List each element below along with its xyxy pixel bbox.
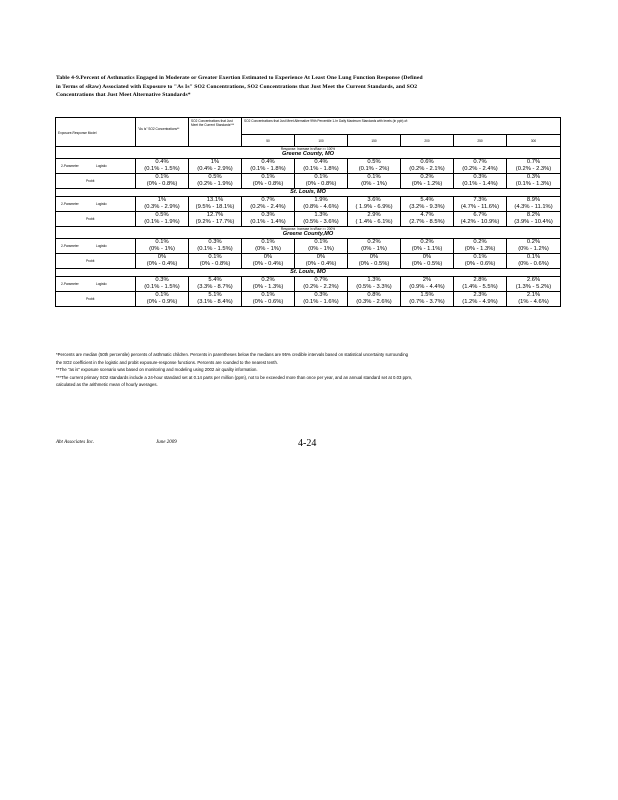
value-cell xyxy=(295,212,348,227)
credible-interval: (0% - 1.3%) xyxy=(464,246,496,252)
median-value: 0.2% xyxy=(526,239,541,246)
credible-interval: (0% - 1%) xyxy=(255,246,281,252)
table-row xyxy=(56,212,561,227)
value-cell xyxy=(295,197,348,212)
median-value: 0.7% xyxy=(526,159,541,166)
credible-interval: (0% - 1.1%) xyxy=(411,246,443,252)
median-value: 6.7% xyxy=(473,212,487,219)
credible-interval: (0.1% - 1.6%) xyxy=(303,299,339,305)
value-cell xyxy=(507,277,561,292)
credible-interval: (0% - 0.6%) xyxy=(518,261,549,267)
header-level-5: 300 xyxy=(507,135,561,147)
median-value: 0.2% xyxy=(420,239,434,246)
credible-interval: (0.2% - 2.3%) xyxy=(515,166,552,172)
value-cell xyxy=(136,277,189,292)
median-value: 0% xyxy=(316,254,326,261)
value-cell xyxy=(242,254,295,269)
header-level-1: 100 xyxy=(295,135,348,147)
credible-interval: ( 1.9% - 6.9%) xyxy=(355,204,393,210)
median-value: 13.1% xyxy=(206,197,224,204)
median-value: 3.6% xyxy=(367,197,381,204)
credible-interval: (3.1% - 8.4%) xyxy=(197,299,233,305)
value-cell xyxy=(136,159,189,174)
median-value: 1.3% xyxy=(314,212,328,219)
credible-interval: (3.3% - 8.7%) xyxy=(197,284,233,290)
value-cell xyxy=(401,197,454,212)
value-cell xyxy=(348,159,401,174)
credible-interval: (0% - 0.4%) xyxy=(252,261,284,267)
value-cell xyxy=(189,159,242,174)
credible-interval: (9.5% - 18.1%) xyxy=(195,204,235,210)
credible-interval: (0.1% - 1.4%) xyxy=(250,219,286,225)
credible-interval: (0.5% - 3.3%) xyxy=(356,284,392,290)
value-cell xyxy=(242,174,295,189)
credible-interval: (4.7% - 11.6%) xyxy=(460,204,500,210)
value-cell xyxy=(136,292,189,307)
value-cell xyxy=(348,174,401,189)
value-cell xyxy=(454,159,507,174)
value-cell xyxy=(348,212,401,227)
credible-interval: (0.1% - 1.5%) xyxy=(197,246,233,252)
median-value: 2.3% xyxy=(473,292,487,299)
table-notes xyxy=(56,351,566,389)
results-table xyxy=(55,117,561,307)
credible-interval: (0% - 0.6%) xyxy=(252,299,284,305)
response-label: Response: Increase in sRaw >= 200% xyxy=(280,227,336,231)
value-cell xyxy=(295,174,348,189)
value-cell xyxy=(348,197,401,212)
credible-interval: (0% - 0.8%) xyxy=(199,261,231,267)
table-row xyxy=(56,159,561,174)
median-value: 0.1% xyxy=(208,254,222,261)
credible-interval: (0% - 1%) xyxy=(308,246,334,252)
credible-interval: (0% - 0.5%) xyxy=(358,261,390,267)
median-value: 1% xyxy=(210,159,220,166)
value-cell xyxy=(189,174,242,189)
value-cell xyxy=(454,292,507,307)
credible-interval: (0.1% - 1.8%) xyxy=(250,166,286,172)
credible-interval: (0% - 0.9%) xyxy=(146,299,178,305)
median-value: 0.7% xyxy=(261,197,275,204)
credible-interval: (4.3% - 11.1%) xyxy=(514,204,553,210)
value-cell xyxy=(189,277,242,292)
model-type: Probit xyxy=(86,217,95,221)
credible-interval: ( 1.4% - 6.1%) xyxy=(355,219,393,225)
credible-interval: (0.1% - 1.8%) xyxy=(303,166,339,172)
value-cell xyxy=(454,197,507,212)
median-value: 1.5% xyxy=(420,292,434,299)
median-value: 0.3% xyxy=(261,212,275,219)
model-name: 2-Parameter xyxy=(61,244,79,248)
median-value: 12.7% xyxy=(206,212,224,219)
note-1-cont: the SO2 coefficient in the logistic and probit exposure-response functions. Percents are rounded to the nearest tenth. xyxy=(56,359,279,365)
credible-interval: (0.3% - 2.9%) xyxy=(144,204,180,210)
page-footer xyxy=(56,438,356,450)
model-name: 2-Parameter xyxy=(61,282,79,286)
value-cell xyxy=(454,254,507,269)
value-cell xyxy=(507,239,561,254)
median-value: 0.1% xyxy=(155,239,169,246)
header-as-is: "As Is" SO2 Concentrations** xyxy=(136,118,189,147)
median-value: 0.1% xyxy=(155,174,169,181)
row-label xyxy=(56,159,136,174)
median-value: 1% xyxy=(157,197,167,204)
note-3-cont: calculated as the arithmetic mean of hourly averages. xyxy=(56,382,158,388)
credible-interval: (0% - 0.5%) xyxy=(411,261,443,267)
median-value: 7.3% xyxy=(473,197,487,204)
value-cell xyxy=(507,159,561,174)
credible-interval: (3.2% - 9.3%) xyxy=(409,204,445,210)
value-cell xyxy=(454,212,507,227)
median-value: 0.5% xyxy=(208,174,222,181)
credible-interval: (0.2% - 2.4%) xyxy=(462,166,498,172)
page-number: 4-24 xyxy=(298,438,317,449)
value-cell xyxy=(401,174,454,189)
table-row xyxy=(56,197,561,212)
credible-interval: (0.2% - 1.9%) xyxy=(197,181,233,187)
credible-interval: (0.1% - 1.5%) xyxy=(144,166,180,172)
median-value: 0.4% xyxy=(155,159,169,166)
credible-interval: (0% - 1%) xyxy=(149,246,175,252)
median-value: 2% xyxy=(422,277,432,284)
median-value: 5.4% xyxy=(208,277,222,284)
median-value: 8.2% xyxy=(526,212,541,219)
median-value: 0.1% xyxy=(155,292,169,299)
median-value: 5.1% xyxy=(208,292,222,299)
credible-interval: (0.3% - 2.6%) xyxy=(356,299,392,305)
value-cell xyxy=(507,212,561,227)
median-value: 0% xyxy=(422,254,432,261)
credible-interval: (0% - 0.4%) xyxy=(305,261,337,267)
median-value: 0.3% xyxy=(473,174,487,181)
header-alternative-standards: SO2 Concentrations that Just Meet Alternative 99th Percentile 1-hr Daily Maximum Standards with levels (in ppb) of: xyxy=(242,118,561,135)
location-label: Greene County,MO xyxy=(282,231,334,237)
row-label xyxy=(56,174,136,189)
header-level-0: 50 xyxy=(242,135,295,147)
median-value: 0.1% xyxy=(526,254,541,261)
header-level-3: 200 xyxy=(401,135,454,147)
model-type: Logistic xyxy=(96,164,107,168)
table-row xyxy=(56,239,561,254)
table-row xyxy=(56,277,561,292)
credible-interval: (0% - 0.8%) xyxy=(146,181,178,187)
row-label xyxy=(56,239,136,254)
value-cell xyxy=(295,292,348,307)
note-1: *Percents are median (50th percentile) percents of asthmatic children. Percents in parentheses below the medians are 95% credible intervals based on statistical uncertainty surrounding xyxy=(56,352,409,357)
header-level-4: 250 xyxy=(454,135,507,147)
header-current-standards: SO2 Concentrations that Just Meet the Current Standards*** xyxy=(189,118,242,147)
value-cell xyxy=(401,277,454,292)
value-cell xyxy=(401,159,454,174)
median-value: 0.1% xyxy=(367,174,381,181)
credible-interval: (0.1% - 1.5%) xyxy=(144,284,180,290)
median-value: 8.9% xyxy=(526,197,541,204)
model-type: Logistic xyxy=(96,282,107,286)
median-value: 1.3% xyxy=(367,277,381,284)
credible-interval: (0% - 0.8%) xyxy=(305,181,337,187)
value-cell xyxy=(507,292,561,307)
caption-line-3: Concentrations that Just Meet Alternative Standards* xyxy=(56,92,191,98)
median-value: 0.1% xyxy=(261,239,275,246)
section-header xyxy=(56,269,561,277)
median-value: 2.9% xyxy=(367,212,381,219)
median-value: 2.6% xyxy=(526,277,541,284)
median-value: 0.2% xyxy=(420,174,434,181)
credible-interval: (1.2% - 4.9%) xyxy=(462,299,498,305)
median-value: 0.5% xyxy=(367,159,381,166)
value-cell xyxy=(136,197,189,212)
credible-interval: (4.2% - 10.9%) xyxy=(460,219,500,225)
median-value: 0.4% xyxy=(261,159,275,166)
value-cell xyxy=(401,292,454,307)
value-cell xyxy=(454,239,507,254)
value-cell xyxy=(295,277,348,292)
median-value: 0.1% xyxy=(261,174,275,181)
credible-interval: (0% - 1.2%) xyxy=(518,246,549,252)
credible-interval: (0% - 1%) xyxy=(361,181,387,187)
model-type: Probit xyxy=(86,259,95,263)
row-label xyxy=(56,254,136,269)
value-cell xyxy=(136,212,189,227)
row-label xyxy=(56,197,136,212)
credible-interval: (0.2% - 2.2%) xyxy=(303,284,339,290)
median-value: 0.6% xyxy=(420,159,434,166)
value-cell xyxy=(189,212,242,227)
row-label xyxy=(56,277,136,292)
value-cell xyxy=(348,239,401,254)
value-cell xyxy=(136,174,189,189)
credible-interval: (0.1% - 1.3%) xyxy=(515,181,552,187)
median-value: 0.7% xyxy=(314,277,328,284)
median-value: 2.8% xyxy=(473,277,487,284)
value-cell xyxy=(242,212,295,227)
credible-interval: (0.4% - 2.9%) xyxy=(197,166,233,172)
value-cell xyxy=(401,212,454,227)
median-value: 0.5% xyxy=(155,212,169,219)
value-cell xyxy=(189,292,242,307)
value-cell xyxy=(401,239,454,254)
median-value: 0.8% xyxy=(367,292,381,299)
median-value: 0.4% xyxy=(314,159,328,166)
location-label: St. Louis, MO xyxy=(290,269,326,275)
value-cell xyxy=(242,197,295,212)
value-cell xyxy=(507,174,561,189)
value-cell xyxy=(242,292,295,307)
credible-interval: (0% - 0.8%) xyxy=(252,181,284,187)
credible-interval: (0.1% - 1.9%) xyxy=(144,219,180,225)
median-value: 0.2% xyxy=(367,239,381,246)
median-value: 0.1% xyxy=(314,239,328,246)
credible-interval: (0.7% - 3.7%) xyxy=(409,299,445,305)
value-cell xyxy=(348,292,401,307)
model-name: 2-Parameter xyxy=(61,202,79,206)
median-value: 0.2% xyxy=(473,239,487,246)
credible-interval: (0% - 1.2%) xyxy=(411,181,443,187)
table-row xyxy=(56,174,561,189)
model-type: Probit xyxy=(86,179,95,183)
value-cell xyxy=(507,197,561,212)
value-cell xyxy=(454,277,507,292)
credible-interval: (0.2% - 2.1%) xyxy=(409,166,445,172)
median-value: 0% xyxy=(157,254,167,261)
median-value: 5.4% xyxy=(420,197,434,204)
value-cell xyxy=(136,239,189,254)
value-cell xyxy=(348,277,401,292)
credible-interval: (3.9% - 10.4%) xyxy=(514,219,553,225)
location-label: St. Louis, MO xyxy=(290,189,326,195)
value-cell xyxy=(348,254,401,269)
median-value: 0.2% xyxy=(261,277,275,284)
note-2: **The "as is" exposure scenario was based on monitoring and modeling using 2002 air quality information. xyxy=(56,367,258,373)
value-cell xyxy=(136,254,189,269)
value-cell xyxy=(295,159,348,174)
credible-interval: (0% - 1%) xyxy=(361,246,387,252)
value-cell xyxy=(242,239,295,254)
model-name: 2-Parameter xyxy=(61,164,79,168)
table-row xyxy=(56,292,561,307)
median-value: 1.9% xyxy=(314,197,328,204)
response-label: Response: Increase in sRaw >= 100% xyxy=(280,147,336,151)
value-cell xyxy=(507,254,561,269)
value-cell xyxy=(295,254,348,269)
row-label xyxy=(56,292,136,307)
value-cell xyxy=(454,174,507,189)
credible-interval: (1.3% - 5.2%) xyxy=(515,284,552,290)
median-value: 0.1% xyxy=(473,254,487,261)
model-type: Logistic xyxy=(96,244,107,248)
caption-line-2: in Terms of sRaw) Associated with Exposure to "As Is" SO2 Concentrations, SO2 Concentrations that Just Meet the Current Standards, and SO2 xyxy=(56,83,418,90)
median-value: 0.3% xyxy=(208,239,222,246)
value-cell xyxy=(189,254,242,269)
credible-interval: (0% - 0.6%) xyxy=(464,261,496,267)
location-label: Greene County, MO xyxy=(282,151,335,157)
median-value: 2.1% xyxy=(526,292,541,299)
section-header xyxy=(56,227,561,239)
credible-interval: (1.4% - 5.5%) xyxy=(462,284,498,290)
table-row xyxy=(56,254,561,269)
credible-interval: (9.2% - 17.7%) xyxy=(195,219,235,225)
value-cell xyxy=(242,277,295,292)
credible-interval: (0.8% - 4.6%) xyxy=(303,204,339,210)
credible-interval: (0.1% - 2%) xyxy=(358,166,390,172)
table-caption xyxy=(56,74,576,100)
credible-interval: (1% - 4.6%) xyxy=(518,299,549,305)
median-value: 0.3% xyxy=(526,174,541,181)
note-3: ***The current primary SO2 standards include a 24-hour standard set at 0.14 parts per million (ppm), not to be exceeded more than once per year, and an annual standard set at 0.03 ppm, xyxy=(56,374,413,380)
caption-line-1: Table 4-9.Percent of Asthmatics Engaged in Moderate or Greater Exertion Estimated to Experience At Least One Lung Function Response (Defined xyxy=(56,75,423,81)
header-level-2: 150 xyxy=(348,135,401,147)
median-value: 4.7% xyxy=(420,212,434,219)
credible-interval: (0.9% - 4.4%) xyxy=(409,284,445,290)
credible-interval: (2.7% - 8.5%) xyxy=(409,219,445,225)
median-value: 0.3% xyxy=(314,292,328,299)
median-value: 0% xyxy=(369,254,379,261)
value-cell xyxy=(189,239,242,254)
model-type: Logistic xyxy=(96,202,107,206)
credible-interval: (0.1% - 1.4%) xyxy=(462,181,498,187)
median-value: 0.1% xyxy=(261,292,275,299)
credible-interval: (0% - 0.4%) xyxy=(146,261,178,267)
row-label xyxy=(56,212,136,227)
credible-interval: (0.5% - 3.6%) xyxy=(303,219,339,225)
median-value: 0.3% xyxy=(155,277,169,284)
credible-interval: (0% - 1.3%) xyxy=(252,284,284,290)
median-value: 0% xyxy=(263,254,273,261)
value-cell xyxy=(189,197,242,212)
median-value: 0.7% xyxy=(473,159,487,166)
section-header xyxy=(56,189,561,197)
footer-date: June 2009 xyxy=(156,440,177,445)
value-cell xyxy=(295,239,348,254)
footer-org: Abt Associates Inc. xyxy=(56,440,95,445)
value-cell xyxy=(242,159,295,174)
value-cell xyxy=(401,254,454,269)
model-type: Probit xyxy=(86,297,95,301)
section-header xyxy=(56,147,561,159)
median-value: 0.1% xyxy=(314,174,328,181)
credible-interval: (0.2% - 2.4%) xyxy=(250,204,286,210)
header-model: Exposure-Response Model xyxy=(56,118,136,147)
